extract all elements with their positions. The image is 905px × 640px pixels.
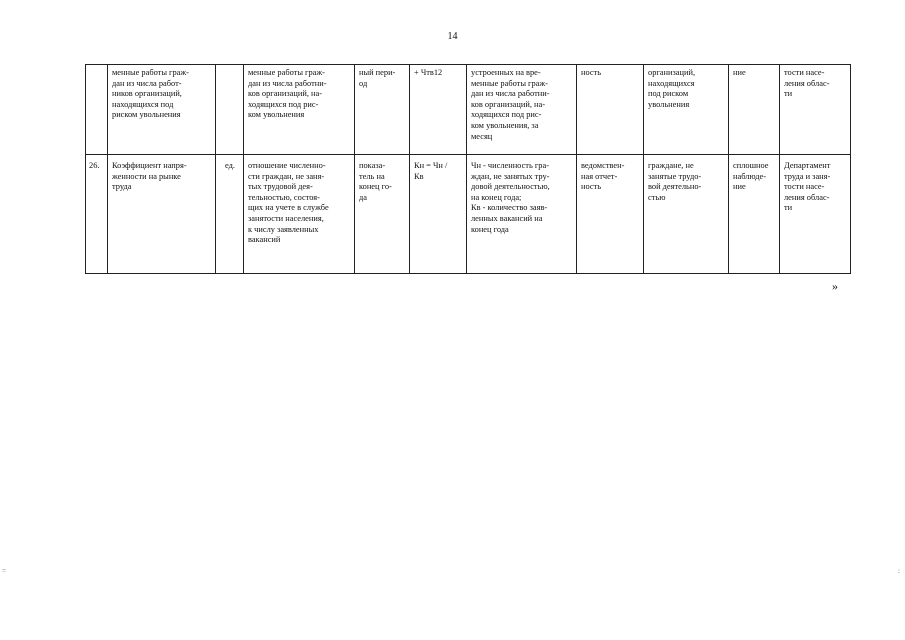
cell-text-line: ления облас-	[784, 78, 830, 88]
scan-mark-right: :	[898, 567, 900, 575]
table-cell	[86, 65, 108, 155]
cell-text-line: ние	[733, 182, 746, 192]
cell-text-line: дан из числа работни-	[248, 78, 327, 88]
cell-text-line: вакансий	[248, 235, 281, 245]
cell-text-line: вой деятельно-	[648, 182, 702, 192]
cell-text-line: тости насе-	[784, 68, 825, 77]
table-cell	[244, 155, 355, 274]
table-cell	[86, 155, 108, 274]
cell-text-line: ников организаций,	[112, 89, 182, 99]
cell-text-line: ходящихся под рис-	[471, 110, 542, 120]
cell-text-line: Кв - количество заяв-	[471, 203, 548, 213]
table-row	[86, 155, 851, 274]
cell-text-line: ный пери-	[359, 68, 396, 77]
cell-text-line: ная отчет-	[581, 171, 618, 181]
cell-text-line: ждан, не занятых тру-	[471, 171, 550, 181]
cell-text-line: довой деятельностью,	[471, 182, 550, 192]
cell-text-line: увольнения	[648, 99, 690, 109]
cell-text-line: на конец года;	[471, 192, 522, 202]
table-cell	[244, 65, 355, 155]
cell-text-line: ность	[581, 68, 602, 77]
cell-text-line: находящихся под	[112, 99, 174, 109]
table-cell	[780, 65, 851, 155]
cell-text-line: 26.	[89, 161, 100, 170]
cell-text-line: занятости населения,	[248, 213, 324, 223]
cell-text-line: тых трудовой дея-	[248, 182, 313, 192]
cell-text-line: тости насе-	[784, 182, 825, 192]
cell-text-line: ед.	[225, 161, 235, 170]
cell-text-line: менные работы граж-	[471, 78, 548, 88]
cell-text-line: тельностью, состоя-	[248, 192, 320, 202]
cell-text-line: конец го-	[359, 182, 392, 192]
table-cell	[108, 155, 216, 274]
cell-text-line: щих на учете в службе	[248, 203, 329, 213]
cell-text-line: ти	[784, 203, 793, 213]
table-cell	[644, 155, 729, 274]
closing-quote: »	[832, 279, 838, 293]
cell-text-line: занятые трудо-	[648, 171, 702, 181]
cell-text-line: ком увольнения	[248, 110, 305, 120]
table-cell	[355, 155, 410, 274]
cell-text-line: ленных вакансий на	[471, 213, 543, 223]
table-row	[86, 65, 851, 155]
cell-text-line: ков организаций, на-	[471, 99, 546, 109]
table-cell	[729, 155, 780, 274]
cell-text-line: труда и заня-	[784, 171, 831, 181]
cell-text-line: граждане, не	[648, 161, 694, 170]
cell-text-line: находящихся	[648, 78, 695, 88]
cell-text-line: месяц	[471, 131, 493, 141]
table-cell	[467, 65, 577, 155]
cell-text-line: Кв	[414, 171, 424, 181]
cell-text-line: к числу заявленных	[248, 224, 319, 234]
cell-text-line: ти	[784, 89, 793, 99]
table-cell	[644, 65, 729, 155]
cell-text-line: + Чтв12	[414, 68, 443, 77]
table-cell	[216, 155, 244, 274]
page-number: 14	[447, 31, 458, 42]
cell-text-line: од	[359, 78, 368, 88]
cell-text-line: организаций,	[648, 68, 696, 77]
cell-text-line: Департамент	[784, 161, 831, 170]
cell-text-line: ность	[581, 182, 602, 192]
cell-text-line: ведомствен-	[581, 161, 625, 170]
table-cell	[355, 65, 410, 155]
cell-text-line: конец года	[471, 224, 509, 234]
cell-text-line: ков организаций, на-	[248, 89, 323, 99]
table-cell	[410, 65, 467, 155]
table-cell	[410, 155, 467, 274]
cell-text-line: ком увольнения, за	[471, 120, 539, 130]
table-cell	[577, 155, 644, 274]
cell-text-line: сплошное	[733, 161, 769, 170]
cell-text-line: женности на рынке	[112, 171, 181, 181]
cell-text-line: тель на	[359, 171, 385, 181]
table-cell	[729, 65, 780, 155]
table-cell	[108, 65, 216, 155]
table-cell	[577, 65, 644, 155]
cell-text-line: показа-	[359, 161, 386, 170]
cell-text-line: ние	[733, 68, 746, 77]
cell-text-line: наблюде-	[733, 171, 767, 181]
cell-text-line: труда	[112, 182, 132, 192]
cell-text-line: Чн - численность гра-	[471, 161, 549, 170]
cell-text-line: сти граждан, не заня-	[248, 171, 325, 181]
cell-text-line: под риском	[648, 89, 689, 99]
cell-text-line: устроенных на вре-	[471, 68, 541, 77]
cell-text-line: ходящихся под рис-	[248, 99, 319, 109]
cell-text-line: да	[359, 192, 367, 202]
cell-text-line: дан из числа работ-	[112, 78, 182, 88]
cell-text-line: менные работы граж-	[248, 68, 325, 77]
table-cell	[780, 155, 851, 274]
indicator-table	[85, 64, 851, 274]
cell-text-line: Коэффициент напря-	[112, 161, 187, 170]
cell-text-line: менные работы граж-	[112, 68, 189, 77]
cell-text-line: риском увольнения	[112, 110, 181, 120]
cell-text-line: стью	[648, 192, 666, 202]
cell-text-line: отношение численно-	[248, 161, 326, 170]
cell-text-line: ления облас-	[784, 192, 830, 202]
cell-text-line: дан из числа работни-	[471, 89, 550, 99]
scan-mark-left: =	[2, 567, 6, 575]
cell-text-line: Кн = Чн /	[414, 161, 448, 170]
table-cell	[216, 65, 244, 155]
table-cell	[467, 155, 577, 274]
